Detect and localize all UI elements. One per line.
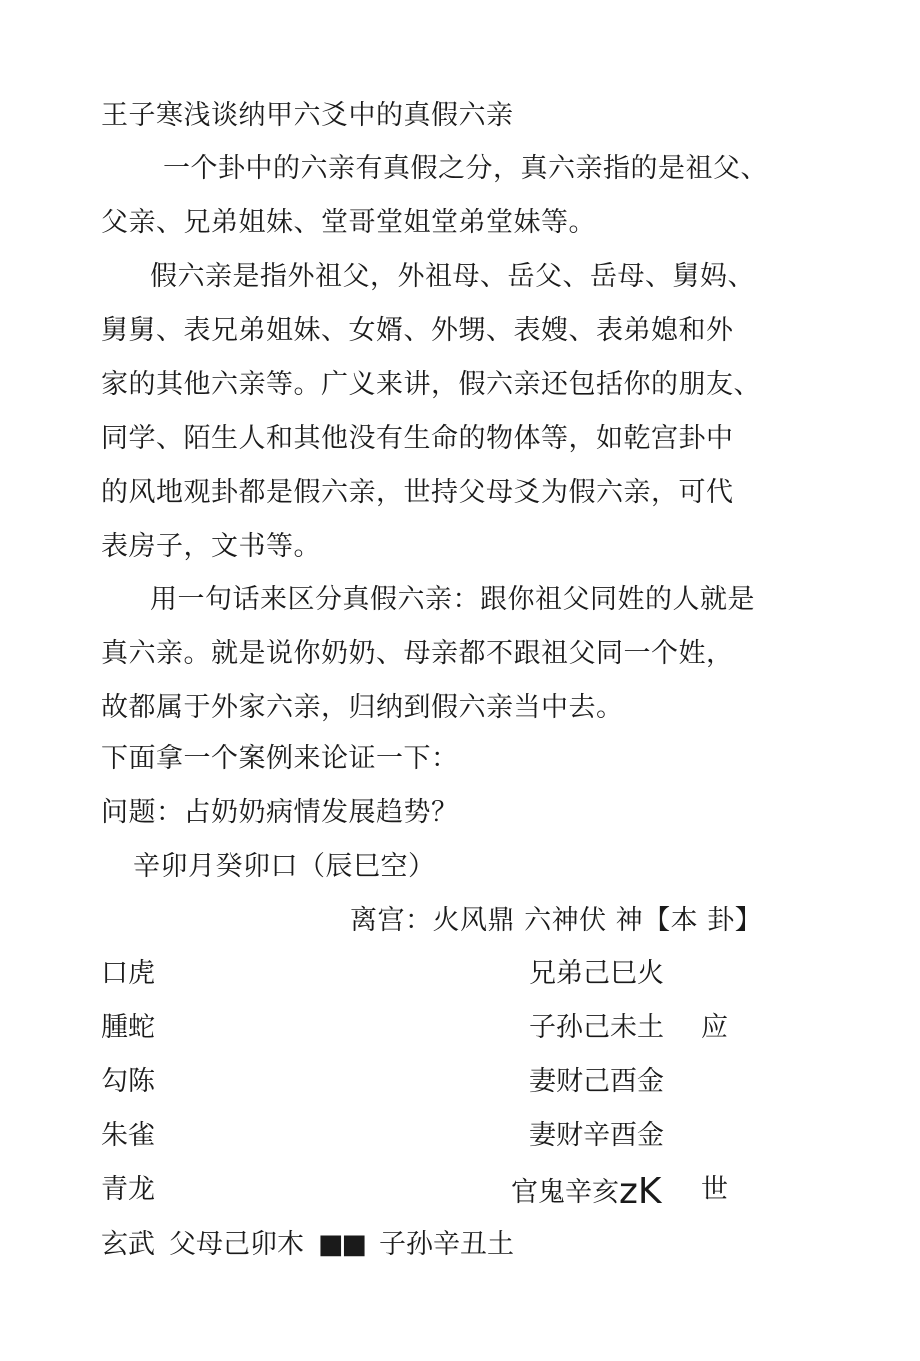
six-god-label: 腫蛇 [101, 1012, 155, 1043]
paragraph-2-line-6: 表房子，文书等。 [101, 531, 321, 562]
position-mark: 应 [701, 1012, 728, 1043]
yao-text: 官鬼辛亥 [511, 1177, 619, 1208]
hexagram-row [101, 1011, 821, 1051]
position-mark: 世 [701, 1174, 728, 1205]
paragraph-3-line-1: 用一句话来区分真假六亲：跟你祖父同姓的人就是 [150, 584, 755, 615]
paragraph-1-line-1: 一个卦中的六亲有真假之分，真六亲指的是祖父、 [163, 153, 768, 184]
paragraph-2-line-4: 同学、陌生人和其他没有生命的物体等，如乾宫卦中 [101, 423, 734, 454]
paragraph-2-line-3: 家的其他六亲等。广义来讲，假六亲还包括你的朋友、 [101, 369, 761, 400]
yao-label: 子孙己未土 [529, 1012, 664, 1043]
yao-line-blocks: ■■ [318, 1229, 366, 1260]
hexagram-header: 离宫：火风鼎 六神伏 神【本 卦】 [350, 905, 763, 936]
yao-glyph: zK [619, 1171, 662, 1212]
hexagram-row [101, 1173, 821, 1213]
hexagram-row-last [101, 1228, 514, 1262]
paragraph-1-line-2: 父亲、兄弟姐妹、堂哥堂姐堂弟堂妹等。 [101, 207, 596, 238]
yao-label: 子孙辛丑土 [379, 1229, 515, 1260]
hexagram-row [101, 1065, 821, 1105]
paragraph-2-line-2: 舅舅、表兄弟姐妹、女婿、外甥、表嫂、表弟媳和外 [101, 315, 734, 346]
paragraph-2-line-5: 的风地观卦都是假六亲，世持父母爻为假六亲，可代 [101, 477, 734, 508]
paragraph-3-line-2: 真六亲。就是说你奶奶、母亲都不跟祖父同一个姓， [101, 638, 734, 669]
hidden-yao-label: 父母己卯木 [169, 1229, 304, 1260]
six-god-label: 口虎 [101, 958, 155, 989]
yao-label: 妻财辛酉金 [529, 1120, 664, 1151]
six-god-label: 朱雀 [101, 1120, 155, 1151]
paragraph-3-line-3: 故都属于外家六亲，归纳到假六亲当中去。 [101, 692, 624, 723]
yao-label: 妻财己酉金 [529, 1066, 664, 1097]
question-line: 问题：占奶奶病情发展趋势？ [101, 797, 459, 828]
hexagram-row [101, 957, 821, 997]
yao-label: 兄弟己巳火 [529, 958, 664, 989]
six-god-label: 勾陈 [101, 1066, 155, 1097]
yao-label [511, 1173, 662, 1210]
date-line: 辛卯月癸卯口（辰巳空） [133, 851, 436, 882]
six-god-label: 青龙 [101, 1174, 155, 1205]
paragraph-2-line-1: 假六亲是指外祖父，外祖母、岳父、岳母、舅妈、 [150, 261, 755, 292]
case-intro: 下面拿一个案例来论证一下： [101, 743, 459, 774]
doc-title: 王子寒浅谈纳甲六爻中的真假六亲 [101, 100, 514, 131]
hexagram-row [101, 1119, 821, 1159]
six-god-label: 玄武 [101, 1229, 155, 1260]
